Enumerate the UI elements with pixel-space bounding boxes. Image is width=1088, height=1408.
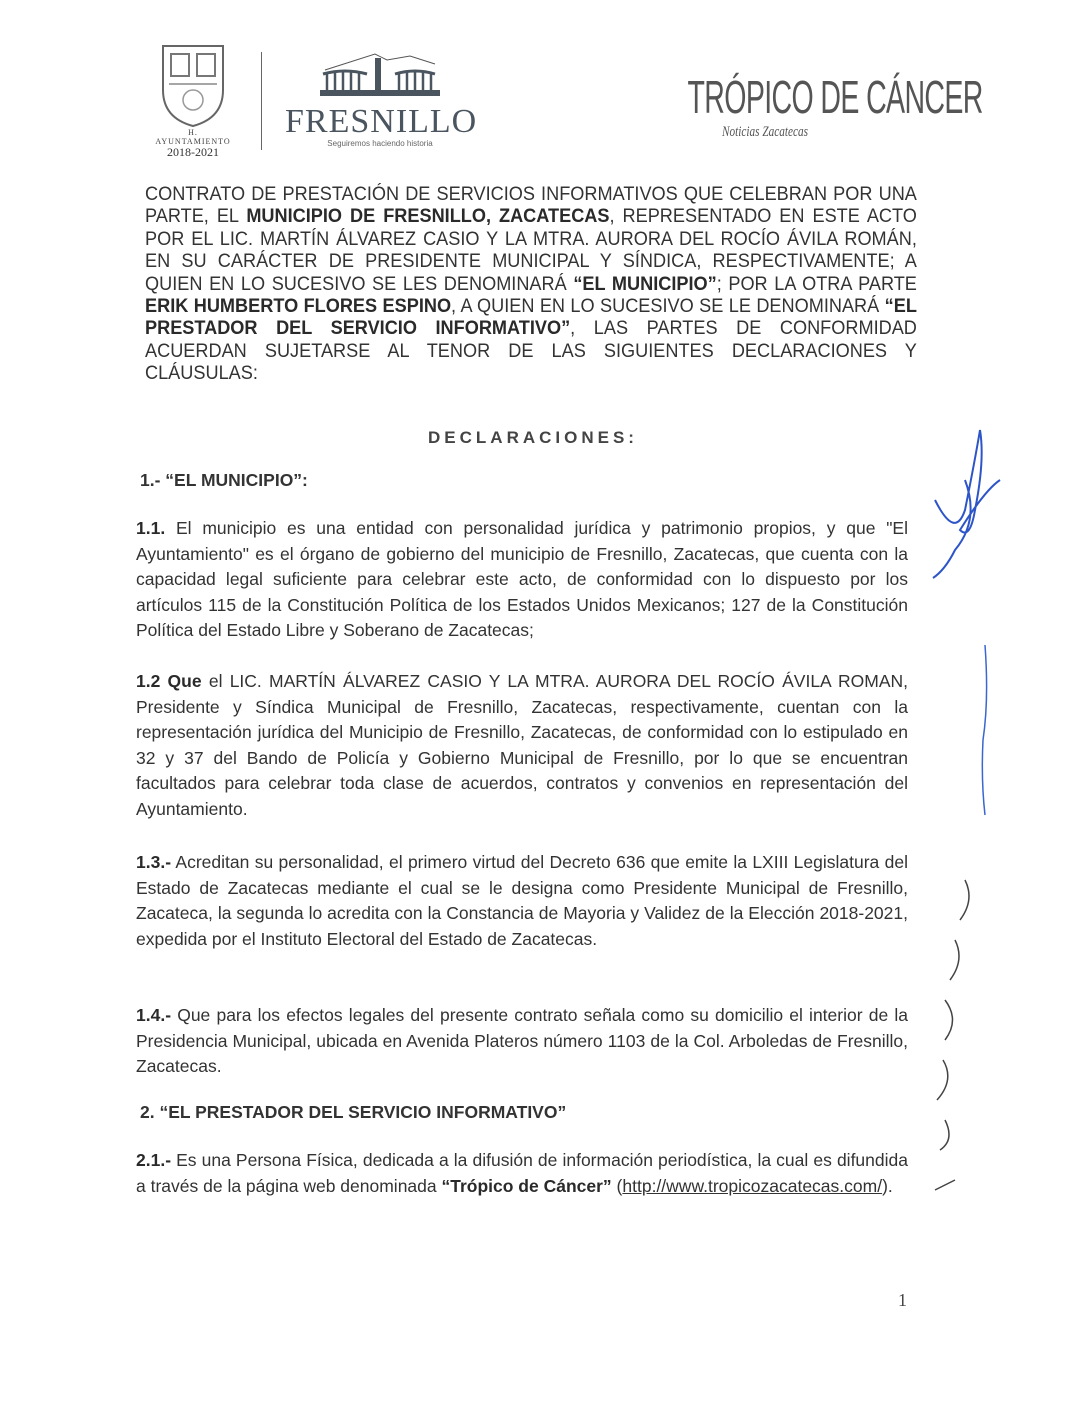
text-segment: , A QUIEN EN LO SUCESIVO SE LE DENOMINARÁ: [451, 295, 885, 318]
tropico-de-cancer-logo: [640, 70, 983, 141]
text-segment: Que para los efectos legales del presente contrato señala como su domicilio el interior de la Presidencia Municipal, ubicada en Avenida Plateros número 1103 de la Col. Arboledas de Fresnillo, Zacatecas.: [136, 1005, 908, 1076]
declaration-paragraph: [136, 1148, 908, 1199]
bold-text: 1.3.-: [136, 852, 172, 872]
text-segment: El municipio es una entidad con personalidad jurídica y patrimonio propios, y que "El Ayuntamiento" es el órgano de gobierno del municipio de Fresnillo, Zacatecas, que cuenta con la capacidad legal suficiente para celebrar este acto, de conformidad con lo dispuesto por los artículos 115 de la Constitución Política de los Estados Unidos Mexicanos; 127 de la Constitución Política del Estado Libre y Soberano de Zacatecas;: [136, 518, 908, 640]
ayuntamiento-caption: H. AYUNTAMIENTO: [155, 128, 231, 146]
bold-text: “Trópico de Cáncer”: [441, 1175, 612, 1196]
ayuntamiento-years: 2018-2021: [167, 145, 219, 159]
bold-text: “EL MUNICIPIO”: [573, 272, 717, 295]
bold-text: 1.2 Que: [136, 671, 202, 691]
bold-text: 2.1.-: [136, 1150, 172, 1170]
text-segment: , REPRESENTADO EN ESTE ACTO POR EL LIC. MARTÍN ÁLVAREZ CASIO Y LA MTRA. AURORA DEL ROCÍO ÁVILA ROMÁN, EN SU CARÁCTER DE PRESIDENTE MUNICIPAL Y SÍNDICA, RESPECTIVAMENTE; A QUIEN EN LO SUCESIVO SE LES DENOMINARÁ: [145, 205, 917, 295]
text-segment: (: [611, 1175, 623, 1196]
declaration-paragraph: [136, 669, 908, 822]
text-segment: ; POR LA OTRA PARTE: [716, 272, 917, 295]
contract-intro: [145, 183, 917, 385]
logo-divider: [261, 52, 262, 150]
text-segment: Es una Persona Física, dedicada a la difusión de información periodística, la cual es difundida a través de la página web denominada: [136, 1150, 908, 1196]
bold-text: “EL PRESTADOR DEL SERVICIO INFORMATIVO”: [145, 295, 917, 340]
bold-text: 1.4.-: [136, 1005, 172, 1025]
page-number: 1: [898, 1290, 907, 1310]
text-segment: Acreditan su personalidad, el primero virtud del Decreto 636 que emite la LXIII Legislatura del Estado de Zacatecas mediante el cual se le designa como Presidente Municipal de Fresnillo, Zacateca, la segunda lo acredita con la Constancia de Mayoria y Validez de la Elección 2018-2021, expedida por el Instituto Electoral del Estado de Zacatecas.: [136, 852, 908, 949]
declaration-paragraph: [136, 1003, 908, 1080]
section-heading: 1.- “EL MUNICIPIO”:: [140, 470, 308, 490]
text-segment: el LIC. MARTÍN ÁLVAREZ CASIO Y LA MTRA. AURORA DEL ROCÍO ÁVILA ROMAN, Presidente y Síndica Municipal de Fresnillo, Zacatecas, respectivamente, cuentan con la representación jurídica del Municipio de Fresnillo, Zacatecas, de conformidad con lo estipulado en 32 y 37 del Bando de Policía y Gobierno Municipal de Fresnillo, por lo que se encuentran facultados para celebrar toda clase de acuerdos, contratos y convenios en representación del Ayuntamiento.: [136, 671, 908, 819]
text-segment: ).: [882, 1175, 893, 1196]
fresnillo-logo: [285, 50, 478, 148]
bold-text: 1.1.: [136, 518, 166, 538]
fresnillo-name: FRESNILLO: [285, 103, 478, 140]
bold-text: ERIK HUMBERTO FLORES ESPINO: [145, 295, 452, 318]
section-heading: 2. “EL PRESTADOR DEL SERVICIO INFORMATIVO”: [140, 1102, 567, 1122]
declaration-paragraph: [136, 850, 908, 952]
skyline-icon: [315, 50, 445, 98]
signature-line-icon: [975, 640, 995, 820]
bold-text: MUNICIPIO DE FRESNILLO, ZACATECAS: [246, 205, 610, 228]
coat-of-arms-icon: [157, 40, 229, 128]
text-segment: CONTRATO DE PRESTACIÓN DE SERVICIOS INFORMATIVOS QUE CELEBRAN POR UNA PARTE, EL: [145, 183, 917, 228]
declarations-heading: DECLARACIONES:: [428, 428, 638, 447]
fresnillo-tagline: Seguiremos haciendo historia: [327, 139, 433, 148]
text-segment: , LAS PARTES DE CONFORMIDAD ACUERDAN SUJETARSE AL TENOR DE LAS SIGUIENTES DECLARACIONES Y CLÁUSULAS:: [145, 317, 917, 385]
signature-scribble-icon: [925, 420, 1015, 580]
tropico-name: TRÓPICO DE CÁNCER: [687, 71, 983, 123]
tropico-subtitle: Noticias Zacatecas: [722, 124, 808, 140]
website-link[interactable]: http://www.tropicozacatecas.com/: [622, 1175, 883, 1196]
handwritten-signature-icon: [915, 870, 985, 1200]
ayuntamiento-seal-logo: [152, 40, 234, 158]
declaration-paragraph: [136, 516, 908, 644]
